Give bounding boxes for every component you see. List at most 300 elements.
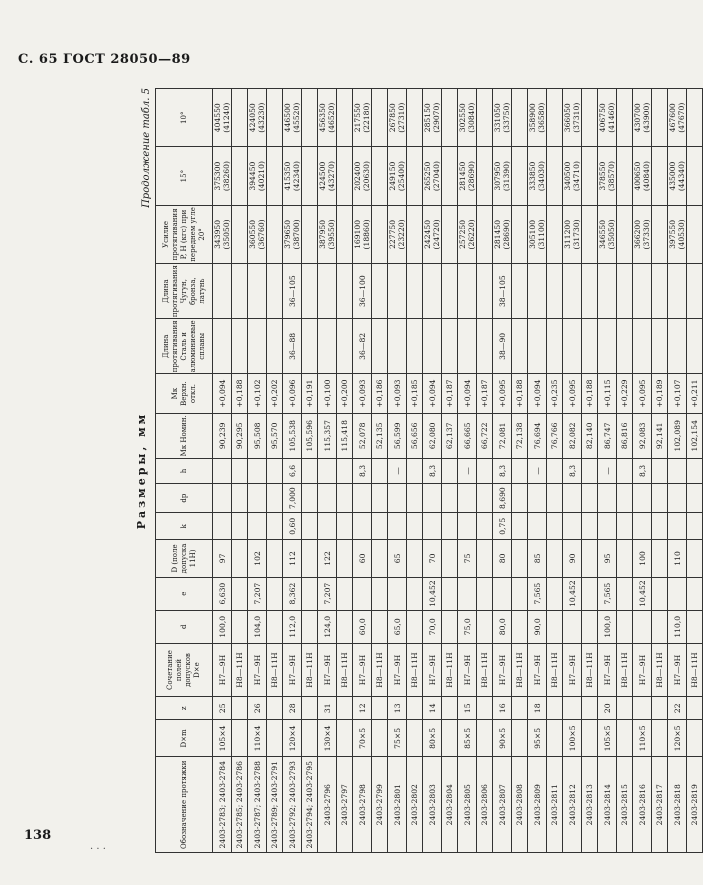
cell-p10: 285150 (29070) [423, 89, 442, 147]
cell-dm [582, 720, 598, 757]
cell-mn: 52,078 [353, 413, 372, 458]
section-label: Размеры, мм [135, 411, 148, 530]
cell-dp [353, 484, 372, 513]
cell-h [302, 458, 318, 483]
cell-dm: 120×5 [668, 720, 687, 757]
cell-p10 [652, 89, 668, 147]
continuation-label: Продолжение табл. 5 [141, 88, 152, 208]
rotated-table-area [135, 88, 699, 853]
cell-p15 [302, 147, 318, 205]
rotated-table-frame [135, 88, 699, 853]
cell-dp [528, 484, 547, 513]
cell-tol: H7—9H [248, 643, 267, 696]
cell-L2 [248, 264, 267, 319]
cell-name: 2403-2805 [458, 757, 477, 853]
cell-p20 [407, 205, 423, 263]
cell-k [407, 513, 423, 540]
cell-tol: H7—9H [458, 643, 477, 696]
cell-p10 [337, 89, 353, 147]
cell-tol: H7—9H [318, 643, 337, 696]
cell-mn: 105,538 [283, 413, 302, 458]
cell-dm: 110×5 [633, 720, 652, 757]
table-header-row [156, 89, 213, 853]
cell-d: 104,0 [248, 610, 267, 643]
cell-tol: H8—11H [407, 643, 423, 696]
cell-name: 2403-2818 [668, 757, 687, 853]
cell-dm: 120×4 [283, 720, 302, 757]
cell-z: 20 [598, 697, 617, 720]
cell-L2 [318, 264, 337, 319]
cell-p10: 217550 (22180) [353, 89, 372, 147]
cell-L2 [528, 264, 547, 319]
cell-mn: 86,816 [617, 413, 633, 458]
cell-d: 65,0 [388, 610, 407, 643]
cell-L1: 36—88 [283, 319, 302, 374]
cell-z: 18 [528, 697, 547, 720]
cell-L2: 36—105 [283, 264, 302, 319]
cell-p20 [267, 205, 283, 263]
cell-name: 2403-2806 [477, 757, 493, 853]
cell-p10 [442, 89, 458, 147]
cell-h: — [598, 458, 617, 483]
cell-d [442, 610, 458, 643]
cell-mn: 102,089 [668, 413, 687, 458]
cell-D: 110 [668, 540, 687, 577]
cell-k [512, 513, 528, 540]
table-row [423, 89, 442, 853]
cell-p10: 406750 (41460) [598, 89, 617, 147]
table-row [477, 89, 493, 853]
cell-name: 2403-2801 [388, 757, 407, 853]
cell-mn: 95,508 [248, 413, 267, 458]
cell-name: 2403-2789; 2403-2791 [267, 757, 283, 853]
table-row [687, 89, 703, 853]
cell-e [547, 577, 563, 610]
cell-k [633, 513, 652, 540]
cell-p20: 242450 (24720) [423, 205, 442, 263]
cell-D: 75 [458, 540, 477, 577]
cell-d: 100,0 [213, 610, 232, 643]
page-header: С. 65 ГОСТ 28050—89 [18, 52, 191, 67]
cell-dm [547, 720, 563, 757]
column-header: k [156, 513, 213, 540]
cell-mn: 82,140 [582, 413, 598, 458]
cell-dp [423, 484, 442, 513]
cell-name: 2403-2783; 2403-2784 [213, 757, 232, 853]
cell-z [302, 697, 318, 720]
column-header: Mк Номин. [156, 413, 213, 458]
cell-p15: 424500 (43270) [318, 147, 337, 205]
cell-mv: +0,102 [248, 374, 267, 413]
cell-p20: 227750 (23220) [388, 205, 407, 263]
cell-name: 2403-2812 [563, 757, 582, 853]
cell-name: 2403-2813 [582, 757, 598, 853]
table-row [598, 89, 617, 853]
cell-p15: 400650 (40840) [633, 147, 652, 205]
cell-D [302, 540, 318, 577]
cell-p20: 343950 (35050) [213, 205, 232, 263]
cell-p20: 360550 (36760) [248, 205, 267, 263]
cell-name: 2403-2799 [372, 757, 388, 853]
cell-p10: 267850 (27310) [388, 89, 407, 147]
cell-mn: 56,599 [388, 413, 407, 458]
cell-mv: +0,211 [687, 374, 703, 413]
cell-mn: 115,357 [318, 413, 337, 458]
cell-name: 2403-2794; 2403-2795 [302, 757, 318, 853]
cell-p10: 404550 (41240) [213, 89, 232, 147]
cell-d [337, 610, 353, 643]
cell-p15: 375300 (38260) [213, 147, 232, 205]
cell-mv: +0,115 [598, 374, 617, 413]
cell-tol: H7—9H [493, 643, 512, 696]
cell-tol: H7—9H [353, 643, 372, 696]
cell-k [598, 513, 617, 540]
cell-p10 [232, 89, 248, 147]
cell-tol: H7—9H [668, 643, 687, 696]
cell-z: 13 [388, 697, 407, 720]
cell-tol: H8—11H [512, 643, 528, 696]
cell-p10 [407, 89, 423, 147]
cell-z [633, 697, 652, 720]
cell-p10: 331050 (33750) [493, 89, 512, 147]
cell-L1 [582, 319, 598, 374]
cell-p10: 446500 (45520) [283, 89, 302, 147]
cell-name: 2403-2819 [687, 757, 703, 853]
column-header: D (поле допуска 11H) [156, 540, 213, 577]
cell-d [617, 610, 633, 643]
cell-h [652, 458, 668, 483]
cell-dp [337, 484, 353, 513]
cell-mn: 56,656 [407, 413, 423, 458]
cell-dp [687, 484, 703, 513]
cell-d [302, 610, 318, 643]
cell-L2 [617, 264, 633, 319]
cell-tol: H8—11H [442, 643, 458, 696]
column-header: d [156, 610, 213, 643]
cell-L2 [458, 264, 477, 319]
cell-mv: +0,200 [337, 374, 353, 413]
cell-p15 [652, 147, 668, 205]
cell-k [372, 513, 388, 540]
cell-D [267, 540, 283, 577]
cell-L1 [423, 319, 442, 374]
cell-p10 [687, 89, 703, 147]
cell-D [687, 540, 703, 577]
cell-d: 90,0 [528, 610, 547, 643]
cell-p20: 169100 (18860) [353, 205, 372, 263]
cell-h [372, 458, 388, 483]
cell-d: 60,0 [353, 610, 372, 643]
cell-z: 25 [213, 697, 232, 720]
cell-L2 [512, 264, 528, 319]
cell-D: 65 [388, 540, 407, 577]
cell-D [372, 540, 388, 577]
cell-d [563, 610, 582, 643]
cell-L2 [598, 264, 617, 319]
cell-p20 [477, 205, 493, 263]
cell-mv: +0,185 [407, 374, 423, 413]
cell-name: 2403-2816 [633, 757, 652, 853]
cell-mn: 82,082 [563, 413, 582, 458]
table-row [213, 89, 232, 853]
cell-k [388, 513, 407, 540]
table-row [442, 89, 458, 853]
cell-p20: 305100 (31100) [528, 205, 547, 263]
cell-z: 28 [283, 697, 302, 720]
cell-e [652, 577, 668, 610]
cell-dm [302, 720, 318, 757]
cell-p15 [407, 147, 423, 205]
cell-k [267, 513, 283, 540]
cell-h: — [388, 458, 407, 483]
cell-dp [267, 484, 283, 513]
cell-p15: 249150 (25400) [388, 147, 407, 205]
cell-k [582, 513, 598, 540]
cell-L1 [458, 319, 477, 374]
cell-k [423, 513, 442, 540]
cell-h [668, 458, 687, 483]
cell-D [512, 540, 528, 577]
cell-z [267, 697, 283, 720]
cell-p20: 346550 (35050) [598, 205, 617, 263]
cell-k [337, 513, 353, 540]
cell-h [442, 458, 458, 483]
cell-k [458, 513, 477, 540]
cell-mn: 90,239 [213, 413, 232, 458]
table-body [213, 89, 703, 853]
cell-e: 10,452 [633, 577, 652, 610]
cell-D: 95 [598, 540, 617, 577]
cell-dp [318, 484, 337, 513]
cell-mv: +0,095 [493, 374, 512, 413]
cell-tol: H8—11H [302, 643, 318, 696]
cell-mv: +0,107 [668, 374, 687, 413]
cell-e: 10,452 [563, 577, 582, 610]
cell-k [477, 513, 493, 540]
cell-tol: H7—9H [388, 643, 407, 696]
table-row [302, 89, 318, 853]
cell-L1 [232, 319, 248, 374]
cell-h [547, 458, 563, 483]
cell-dm: 85×5 [458, 720, 477, 757]
cell-dm [337, 720, 353, 757]
table-row [248, 89, 267, 853]
cell-L1 [318, 319, 337, 374]
cell-e [477, 577, 493, 610]
cell-mv: +0,235 [547, 374, 563, 413]
cell-L2: 38—105 [493, 264, 512, 319]
cell-mn: 86,747 [598, 413, 617, 458]
cell-name: 2403-2809 [528, 757, 547, 853]
cell-tol: H8—11H [372, 643, 388, 696]
column-header: Mк Верхн. откл. [156, 374, 213, 413]
cell-L2 [267, 264, 283, 319]
cell-p20 [687, 205, 703, 263]
cell-L1 [407, 319, 423, 374]
table-row [563, 89, 582, 853]
cell-e [582, 577, 598, 610]
cell-dm [652, 720, 668, 757]
cell-mv: +0,202 [267, 374, 283, 413]
cell-z [512, 697, 528, 720]
cell-D [407, 540, 423, 577]
cell-p20: 366200 (37330) [633, 205, 652, 263]
cell-d: 80,0 [493, 610, 512, 643]
cell-D: 102 [248, 540, 267, 577]
cell-p20 [617, 205, 633, 263]
cell-L1 [547, 319, 563, 374]
cell-d [687, 610, 703, 643]
cell-L1 [512, 319, 528, 374]
cell-tol: H8—11H [652, 643, 668, 696]
cell-D: 112 [283, 540, 302, 577]
cell-p15 [512, 147, 528, 205]
cell-p20 [442, 205, 458, 263]
cell-tol: H8—11H [617, 643, 633, 696]
cell-z [337, 697, 353, 720]
cell-dm: 75×5 [388, 720, 407, 757]
cell-L1 [213, 319, 232, 374]
cell-D: 60 [353, 540, 372, 577]
cell-dp [668, 484, 687, 513]
cell-p15: 265250 (27040) [423, 147, 442, 205]
cell-d: 112,0 [283, 610, 302, 643]
table-row [512, 89, 528, 853]
cell-dm: 90×5 [493, 720, 512, 757]
cell-dm: 105×4 [213, 720, 232, 757]
cell-L2 [668, 264, 687, 319]
cell-p15: 202400 (20630) [353, 147, 372, 205]
cell-mn: 92,141 [652, 413, 668, 458]
table-row [388, 89, 407, 853]
cell-dm: 95×5 [528, 720, 547, 757]
cell-L2 [582, 264, 598, 319]
cell-p10 [302, 89, 318, 147]
cell-z [687, 697, 703, 720]
cell-h [477, 458, 493, 483]
cell-name: 2403-2808 [512, 757, 528, 853]
cell-h: 8,3 [353, 458, 372, 483]
column-header: 10° [156, 89, 213, 147]
cell-h [407, 458, 423, 483]
cell-D: 122 [318, 540, 337, 577]
cell-k [232, 513, 248, 540]
cell-D [652, 540, 668, 577]
cell-dm [687, 720, 703, 757]
cell-mv: +0,100 [318, 374, 337, 413]
cell-name: 2403-2815 [617, 757, 633, 853]
cell-e: 10,452 [423, 577, 442, 610]
cell-dp [563, 484, 582, 513]
cell-h: 8,3 [423, 458, 442, 483]
cell-z [407, 697, 423, 720]
cell-name: 2403-2803 [423, 757, 442, 853]
cell-p20: 311200 (31730) [563, 205, 582, 263]
cell-mv: +0,186 [372, 374, 388, 413]
cell-e [388, 577, 407, 610]
cell-dp [652, 484, 668, 513]
cell-e [337, 577, 353, 610]
cell-dp [512, 484, 528, 513]
cell-mv: +0,229 [617, 374, 633, 413]
cell-dm: 80×5 [423, 720, 442, 757]
cell-L1 [528, 319, 547, 374]
cell-L1: 38—90 [493, 319, 512, 374]
cell-p15 [582, 147, 598, 205]
cell-z [617, 697, 633, 720]
cell-tol: H8—11H [267, 643, 283, 696]
cell-k [547, 513, 563, 540]
cell-e: 7,565 [598, 577, 617, 610]
cell-d [582, 610, 598, 643]
cell-e [267, 577, 283, 610]
table-row [267, 89, 283, 853]
table-row [668, 89, 687, 853]
cell-dm: 100×5 [563, 720, 582, 757]
cell-d [652, 610, 668, 643]
scan-mark: · · · [90, 844, 106, 855]
cell-dp [213, 484, 232, 513]
cell-p20: 397550 (40530) [668, 205, 687, 263]
cell-tol: H8—11H [477, 643, 493, 696]
cell-e: 6,630 [213, 577, 232, 610]
cell-L2 [633, 264, 652, 319]
cell-p15: 281450 (28690) [458, 147, 477, 205]
cell-p20: 257250 (26220) [458, 205, 477, 263]
column-header: 15° [156, 147, 213, 205]
cell-name: 2403-2785; 2403-2786 [232, 757, 248, 853]
cell-p10 [372, 89, 388, 147]
cell-L1 [598, 319, 617, 374]
cell-p15 [337, 147, 353, 205]
cell-dp [477, 484, 493, 513]
cell-p10: 430700 (43900) [633, 89, 652, 147]
cell-k [528, 513, 547, 540]
cell-L1 [302, 319, 318, 374]
cell-mv: +0,093 [388, 374, 407, 413]
cell-mv: +0,188 [582, 374, 598, 413]
cell-dp: 7,000 [283, 484, 302, 513]
cell-L1 [563, 319, 582, 374]
cell-p20 [302, 205, 318, 263]
cell-dm: 110×4 [248, 720, 267, 757]
cell-e [372, 577, 388, 610]
cell-mn: 72,138 [512, 413, 528, 458]
cell-e [442, 577, 458, 610]
cell-mv: +0,095 [563, 374, 582, 413]
column-header: Длина протягивания Чугун, бронза, латунь [156, 264, 213, 319]
cell-dm [617, 720, 633, 757]
cell-p10 [547, 89, 563, 147]
cell-name: 2403-2802 [407, 757, 423, 853]
cell-h [248, 458, 267, 483]
cell-p15 [267, 147, 283, 205]
cell-tol: H7—9H [528, 643, 547, 696]
column-header: Обозначение протяжки [156, 757, 213, 853]
cell-k [617, 513, 633, 540]
cell-L1 [668, 319, 687, 374]
cell-mv: +0,188 [512, 374, 528, 413]
cell-d [477, 610, 493, 643]
cell-d: 100,0 [598, 610, 617, 643]
cell-dm [512, 720, 528, 757]
cell-dm [232, 720, 248, 757]
cell-z [563, 697, 582, 720]
cell-e [353, 577, 372, 610]
cell-z: 22 [668, 697, 687, 720]
cell-z [442, 697, 458, 720]
cell-D [337, 540, 353, 577]
